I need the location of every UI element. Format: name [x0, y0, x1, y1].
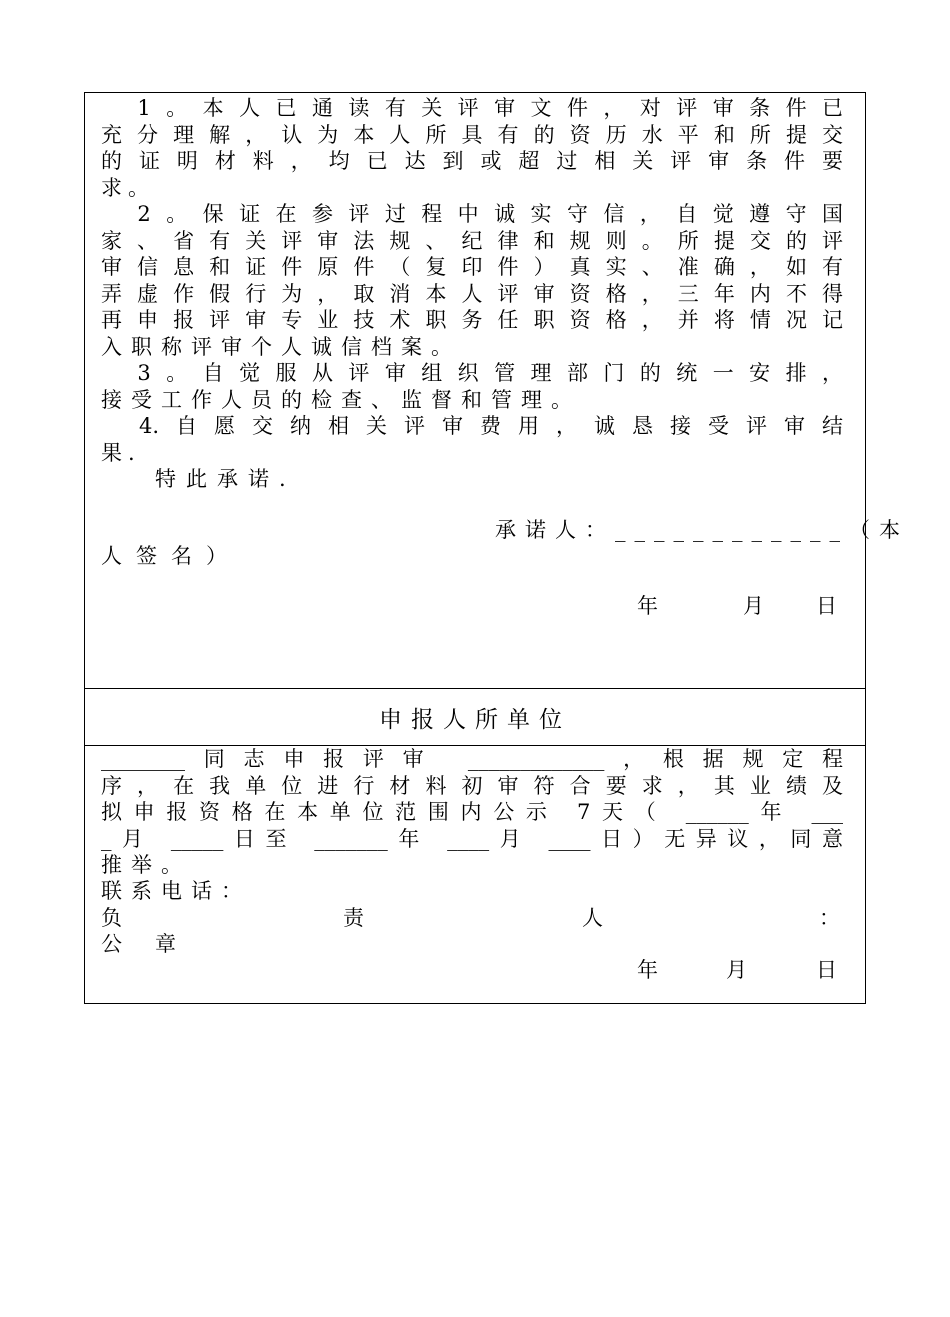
unit-date-month: 月 [726, 958, 747, 982]
phone-label: 联系电话： [101, 879, 251, 903]
pledge-line-8: 弄虚作假行为，取消本人评审资格，三年内不得 [101, 281, 843, 306]
responsible-char-3: 人 [582, 906, 603, 930]
pledge-line-12: 接受工作人员的检查、监督和管理。 [101, 387, 581, 412]
unit-line-2: 序，在我单位进行材料初审符合要求，其业绩及 [101, 773, 843, 798]
pledge-line-4: 求。 [101, 175, 155, 200]
pledge-section [85, 93, 909, 689]
pledge-line-1: 1。本人已通读有关评审文件，对评审条件已 [101, 96, 843, 120]
unit-section [85, 746, 865, 1003]
unit-line-4: _月 _____日至 _______年 ____月 ____日）无异议，同意 [101, 826, 843, 851]
pledge-closing: 特此承诺. [155, 467, 296, 491]
pledge-line-6: 家、省有关评审法规、纪律和规则。所提交的评 [101, 228, 843, 253]
signer-line: 承诺人：____________（本 [495, 518, 909, 542]
pledge-date-day: 日 [816, 594, 837, 618]
pledge-line-2: 充分理解，认为本人所具有的资历水平和所提交 [101, 122, 843, 147]
responsible-char-2: 责 [343, 906, 364, 930]
signer-continuation: 人签名） [101, 544, 241, 568]
pledge-line-3: 的证明材料，均已达到或超过相关评审条件要 [101, 149, 843, 173]
pledge-date-month: 月 [743, 594, 764, 618]
seal-label: 公 章 [101, 932, 182, 956]
unit-line-3: 拟申报资格在本单位范围内公示 7天（ ______年 ___ [101, 800, 843, 824]
form-table [84, 92, 909, 1004]
pledge-line-9: 再申报评审专业技术职务任职资格，并将情况记 [101, 308, 843, 332]
pledge-line-10: 入职称评审个人诚信档案。 [101, 334, 461, 359]
unit-date-day: 日 [816, 958, 837, 982]
pledge-line-11: 3。自觉服从评审组织管理部门的统一安排， [101, 361, 843, 385]
responsible-char-4: ： [819, 906, 840, 930]
unit-header-title: 申报人所单位 [379, 706, 571, 733]
unit-line-5: 推举。 [101, 853, 191, 877]
pledge-date-year: 年 [637, 594, 658, 618]
unit-date-year: 年 [637, 958, 658, 982]
pledge-line-7: 审信息和证件原件（复印件）真实、准确，如有 [101, 255, 843, 279]
pledge-line-13: 4.自愿交纳相关评审费用，诚恳接受评审结 [101, 414, 843, 438]
unit-line-1: ________同志申报评审 _____________，根据规定程 [101, 747, 843, 771]
responsible-char-1: 负 [101, 906, 122, 930]
pledge-line-14: 果. [101, 440, 141, 465]
unit-header-row [85, 689, 865, 746]
pledge-line-5: 2。保证在参评过程中诚实守信，自觉遵守国 [101, 202, 843, 226]
